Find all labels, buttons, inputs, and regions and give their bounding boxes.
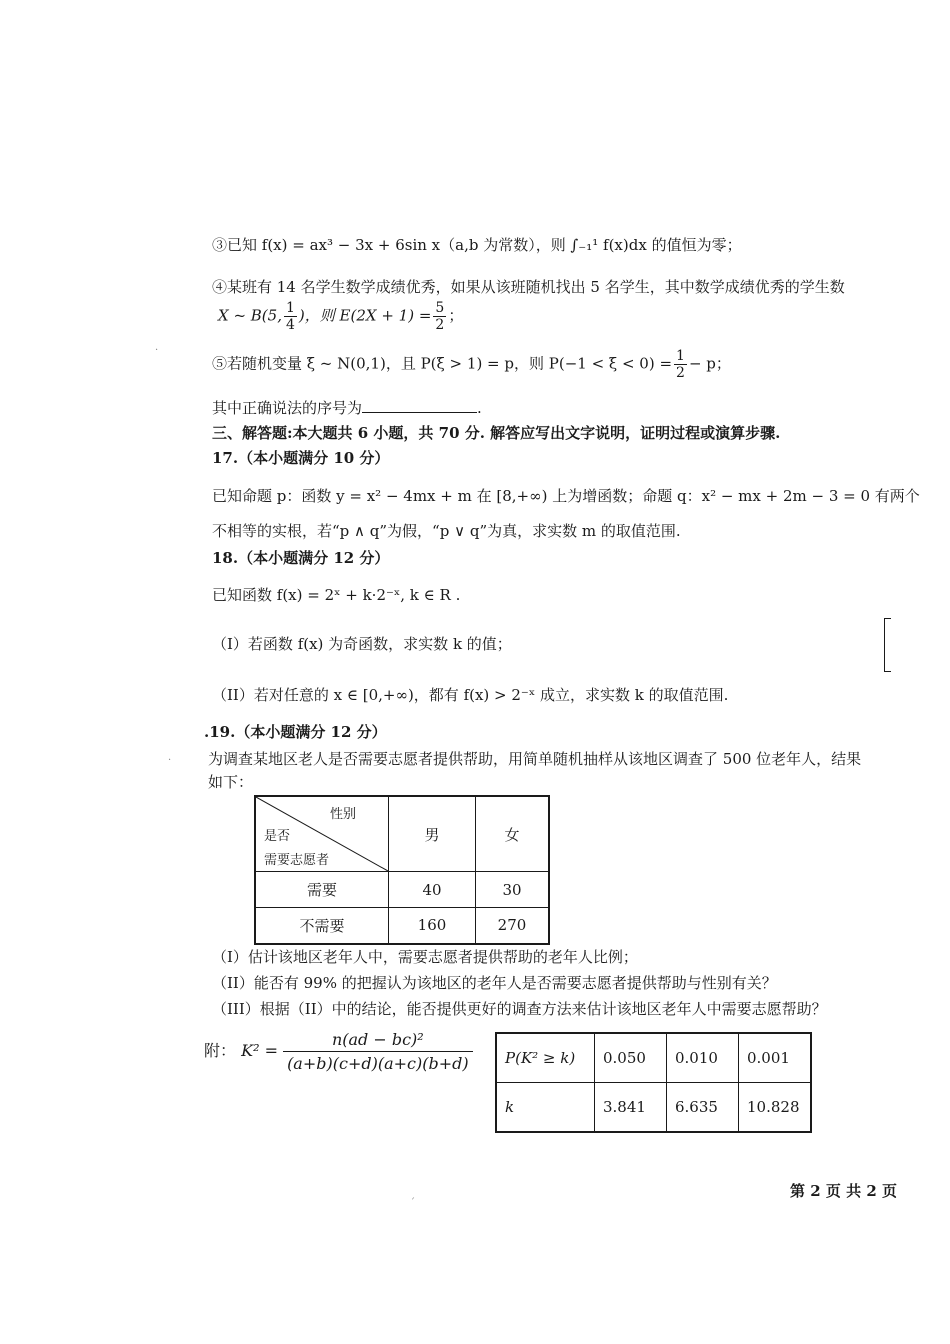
table-row: [255, 872, 549, 908]
crit-k-10828: 10.828: [739, 1083, 812, 1133]
question-17-body-line1: 已知命题 p：函数 y = x² − 4mx + m 在 [8,+∞) 上为增函数；命题 q：x² − mx + 2m − 3 = 0 有两个: [212, 487, 920, 505]
scan-speck: ·: [155, 345, 159, 356]
fraction-one-half: $\frac{1}{2}$: [676, 348, 685, 381]
section-3-heading: 三、解答题:本大题共 6 小题，共 70 分. 解答应写出文字说明，证明过程或演算步骤.: [212, 424, 781, 442]
scan-speck: ·: [168, 755, 172, 766]
formula-prefix: 附：: [204, 1041, 237, 1060]
corner-label-whether: 是否: [264, 829, 291, 844]
survey-table: [254, 795, 550, 945]
statement-3: ③已知 f(x) = ax³ − 3x + 6sin x（a,b 为常数），则 ∫₋₁¹ f(x)dx 的值恒为零；: [212, 236, 742, 254]
formula-denominator: (a+b)(c+d)(a+c)(b+d): [287, 1054, 469, 1073]
survey-corner-cell: [255, 796, 389, 872]
question-19-heading: .19.（本小题满分 12 分）: [204, 723, 387, 741]
cell-no-need-female: 270: [476, 908, 550, 944]
binomial-expr: X ~ B(5,: [218, 306, 282, 325]
question-17-heading: 17.（本小题满分 10 分）: [212, 449, 390, 467]
crit-p-050: 0.050: [595, 1033, 667, 1083]
question-18-body: 已知函数 f(x) = 2ˣ + k·2⁻ˣ, k ∈ R .: [212, 586, 461, 604]
table-row: [255, 908, 549, 944]
crit-p-010: 0.010: [667, 1033, 739, 1083]
question-19-body-line1: 为调查某地区老人是否需要志愿者提供帮助，用简单随机抽样从该地区调查了 500 位老年人，结果: [208, 750, 862, 768]
crit-row2-label: k: [496, 1083, 595, 1133]
margin-bracket-mark: [884, 618, 891, 672]
statement-5: ⑤若随机变量 ξ ~ N(0,1)，且 P(ξ > 1) = p，则 P(−1 < ξ < 0) = $\frac{1}{2}$ − p；: [212, 348, 731, 381]
critical-value-table: [495, 1032, 812, 1133]
crit-k-3841: 3.841: [595, 1083, 667, 1133]
crit-row1-label: P(K² ≥ k): [496, 1033, 595, 1083]
cell-need-male: 40: [389, 872, 476, 908]
question-17-body-line2: 不相等的实根，若“p ∧ q”为假，“p ∨ q”为真，求实数 m 的取值范围.: [212, 522, 681, 540]
formula-lhs: K² =: [241, 1041, 278, 1060]
crit-k-6635: 6.635: [667, 1083, 739, 1133]
answer-prompt: 其中正确说法的序号为 .: [212, 399, 482, 417]
question-18-heading: 18.（本小题满分 12 分）: [212, 549, 390, 567]
row-label-need: 需要: [255, 872, 389, 908]
question-19-part-3: （III）根据（II）中的结论，能否提供更好的调查方法来估计该地区老年人中需要志愿帮助？: [212, 1000, 827, 1018]
answer-blank[interactable]: [362, 412, 477, 413]
statement-4-line1: ④某班有 14 名学生数学成绩优秀，如果从该班随机找出 5 名学生，其中数学成绩优秀的学生数: [212, 278, 845, 296]
formula-fraction: [283, 1030, 473, 1073]
scan-speck: ˊ: [410, 1198, 415, 1209]
corner-label-need-volunteer: 需要志愿者: [264, 853, 330, 868]
question-18-part-1: （I）若函数 f(x) 为奇函数，求实数 k 的值；: [212, 635, 512, 653]
question-19-part-1: （I）估计该地区老年人中，需要志愿者提供帮助的老年人比例；: [212, 948, 638, 966]
row-label-no-need: 不需要: [255, 908, 389, 944]
fraction-one-quarter: $\frac{1}{4}$: [285, 300, 295, 333]
cell-no-need-male: 160: [389, 908, 476, 944]
table-row: [496, 1033, 811, 1083]
page-footer: 第 2 页 共 2 页: [790, 1182, 897, 1200]
normal-dist-expr: ⑤若随机变量 ξ ~ N(0,1)，且 P(ξ > 1) = p，则 P(−1 < ξ < 0) =: [212, 354, 673, 373]
k-squared-formula: [204, 1030, 473, 1073]
survey-header-row: [255, 796, 549, 872]
question-19-part-2: （II）能否有 99% 的把握认为该地区的老年人是否需要志愿者提供帮助与性别有关？: [212, 974, 777, 992]
col-header-male: 男: [389, 796, 476, 872]
expectation-expr: )，则 E(2X + 1) =: [298, 306, 432, 325]
question-19-body-line2: 如下：: [208, 773, 254, 791]
fraction-five-halves: $\frac{5}{2}$: [435, 300, 445, 333]
question-18-part-2: （II）若对任意的 x ∈ [0,+∞)，都有 f(x) > 2⁻ˣ 成立，求实数 k 的取值范围.: [212, 686, 729, 704]
table-row: [496, 1083, 811, 1133]
formula-numerator: n(ad − bc)²: [283, 1030, 473, 1052]
statement-4-line2: X ~ B(5, $\frac{1}{4}$ )，则 E(2X + 1) = $\frac{5}{2}$ ；: [218, 300, 464, 333]
crit-p-001: 0.001: [739, 1033, 812, 1083]
corner-label-gender: 性别: [330, 807, 357, 822]
cell-need-female: 30: [476, 872, 550, 908]
col-header-female: 女: [476, 796, 550, 872]
